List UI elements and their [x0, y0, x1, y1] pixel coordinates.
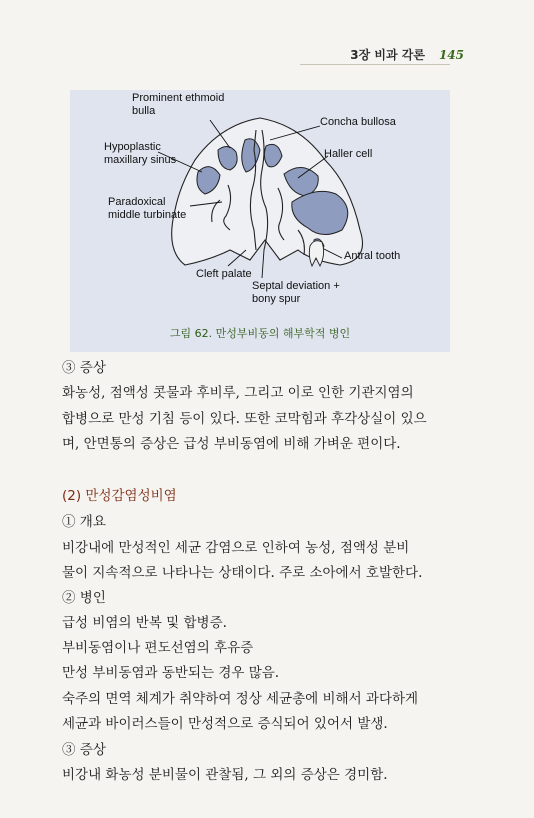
subheading-symptoms-2: ③ 증상: [62, 742, 106, 758]
subheading-etiology: ② 병인: [62, 590, 106, 606]
label-prominent-ethmoid-bulla: Prominent ethmoid bulla: [132, 92, 225, 117]
header-rule: [300, 64, 450, 65]
figure-caption: 그림 62. 만성부비동의 해부학적 병인: [169, 327, 351, 340]
label-cleft-palate: Cleft palate: [196, 268, 252, 280]
label-antral-tooth: Antral tooth: [344, 250, 401, 262]
paragraph-line: 물이 지속적으로 나타나는 상태이다. 주로 소아에서 호발한다.: [62, 565, 423, 581]
label-haller-cell: Haller cell: [324, 148, 373, 160]
label-septal-deviation: Septal deviation + bony spur: [252, 280, 340, 305]
tooth-shape: [309, 241, 323, 266]
running-header: [350, 46, 464, 63]
page-number: 145: [438, 48, 464, 62]
label-paradoxical-middle-turbinate: Paradoxical middle turbinate: [108, 196, 187, 221]
section-heading: (2) 만성감염성비염: [62, 488, 177, 504]
paragraph-line: 만성 부비동염과 동반되는 경우 많음.: [62, 665, 280, 681]
paragraph-line: 합병으로 만성 기침 등이 있다. 또한 코막힘과 후각상실이 있으: [62, 411, 427, 427]
paragraph-line: 숙주의 면역 체계가 취약하여 정상 세균총에 비해서 과다하게: [62, 691, 419, 707]
paragraph-line: 며, 안면통의 증상은 급성 부비동염에 비해 가벼운 편이다.: [62, 436, 401, 452]
paragraph-line: 세균과 바이러스들이 만성적으로 증식되어 있어서 발생.: [62, 716, 388, 732]
paragraph-line: 화농성, 점액성 콧물과 후비루, 그리고 이로 인한 기관지염의: [62, 385, 414, 401]
subheading-symptoms-1: ③ 증상: [62, 360, 106, 376]
anatomy-figure: [70, 90, 450, 352]
subheading-overview: ① 개요: [62, 514, 106, 530]
chapter-title: 3장 비과 각론: [350, 48, 425, 62]
label-hypoplastic-maxillary-sinus: Hypoplastic maxillary sinus: [104, 141, 177, 166]
paragraph-line: 비강내 화농성 분비물이 관찰됨, 그 외의 증상은 경미함.: [62, 767, 388, 783]
paragraph-line: 비강내에 만성적인 세균 감염으로 인하여 농성, 점액성 분비: [62, 540, 410, 556]
paragraph-line: 부비동염이나 편도선염의 후유증: [62, 640, 254, 656]
paragraph-line: 급성 비염의 반복 및 합병증.: [62, 615, 227, 631]
label-concha-bullosa: Concha bullosa: [320, 116, 396, 128]
